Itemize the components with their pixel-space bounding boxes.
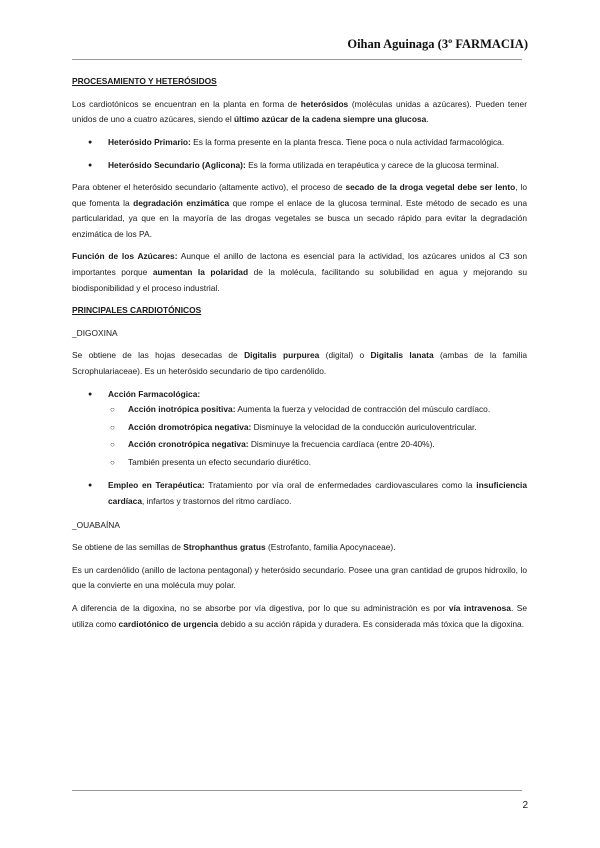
paragraph-secado: Para obtener el heterósido secundario (altamente activo), el proceso de secado de la droga vegetal debe ser lento, lo que fomenta la degradación enzimática que rompe el enlace de la glucosa terminal. Este método de secado es una particularidad, ya que en la mayoría de las drogas vegetales se busca un secado rápido para evitar la degradación enzimática de los PA.	[72, 181, 528, 239]
paragraph-digoxina-origen: Se obtiene de las hojas desecadas de Digitalis purpurea (digital) o Digitalis lanata (ambas de la familia Scrophulariaceae). Es un heterósido secundario de tipo cardenólido.	[72, 350, 527, 376]
list-item-heterosido-primario: ● Heterósido Primario: Es la forma presente en la planta fresca. Tiene poca o nula actividad farmacológica.	[72, 135, 527, 151]
list-item-heterosido-secundario: ● Heterósido Secundario (Aglicona): Es la forma utilizada en terapéutica y carece de la glucosa terminal.	[72, 158, 527, 174]
paragraph-heterosidos-intro: Los cardiotónicos se encuentran en la planta en forma de heterósidos (moléculas unidas a azúcares). Pueden tener unidos de uno a cuatro azúcares, siendo el último azúcar de la cadena siempre una glucosa.	[72, 98, 527, 125]
accion-farmacologica-sublist	[108, 402, 527, 470]
sublist-item-diuretico: ○ También presenta un efecto secundario diurético.	[108, 455, 527, 471]
document-body	[72, 74, 527, 639]
digoxina-properties-list	[72, 387, 527, 510]
page-header-title: Oihan Aguinaga (3º FARMACIA)	[347, 37, 528, 51]
section-heading-principales: PRINCIPALES CARDIOTÓNICOS	[72, 305, 202, 316]
sublist-item-dromotropica: ○ Acción dromotrópica negativa: Disminuye la velocidad de la conducción auriculoventricular.	[108, 420, 527, 436]
list-item-empleo-terapeutica: ● Empleo en Terapéutica: Tratamiento por vía oral de enfermedades cardiovasculares como la insuficiencia cardíaca, infartos y trastornos del ritmo cardíaco.	[72, 478, 527, 509]
paragraph-ouabaina-origen: Se obtiene de las semillas de Strophanthus gratus (Estrofanto, familia Apocynaceae).	[72, 542, 396, 553]
sublist-item-inotropica: ○ Acción inotrópica positiva: Aumenta la fuerza y velocidad de contracción del músculo cardíaco.	[108, 402, 527, 418]
page-number: 2	[522, 800, 528, 811]
paragraph-ouabaina-estructura: Es un cardenólido (anillo de lactona pentagonal) y heterósido secundario. Posee una gran cantidad de grupos hidroxilo, lo que la convierte en una molécula muy polar.	[72, 564, 527, 591]
subheading-digoxina: _DIGOXINA	[72, 327, 118, 338]
footer-divider	[72, 790, 522, 791]
header-divider	[72, 59, 522, 60]
paragraph-ouabaina-administracion: A diferencia de la digoxina, no se absorbe por vía digestiva, por lo que su administración es por vía intravenosa. Se utiliza como cardiotónico de urgencia debido a su acción rápida y duradera. Es considerada más tóxica que la digoxina.	[72, 603, 527, 629]
subheading-ouabaina: _OUABAÍNA	[72, 519, 120, 530]
sublist-item-cronotropica: ○ Acción cronotrópica negativa: Disminuye la frecuencia cardíaca (entre 20-40%).	[108, 437, 527, 453]
paragraph-funcion-azucares: Función de los Azúcares: Aunque el anillo de lactona es esencial para la actividad, los azúcares unidos al C3 son importantes porque aumentan la polaridad de la molécula, facilitando su solubilidad en agua y mejorando su biodisponibilidad y el proceso industrial.	[72, 251, 527, 293]
section-heading-procesamiento: PROCESAMIENTO Y HETERÓSIDOS	[72, 76, 217, 86]
heterosido-types-list	[72, 135, 527, 174]
list-item-accion-farmacologica: ● Acción Farmacológica: ○ Acción inotrópica positiva: Aumenta la fuerza y velocidad de contracción del músculo cardíaco. ○ Acción dromotrópica negativa: Disminuye la velocidad de la conducción auriculoventricular. ○ Acción cronotrópica negativa: Disminuye la frecuencia cardíaca (entre 20-40%). ○ También presenta un efecto secundario diurético.	[72, 387, 527, 471]
